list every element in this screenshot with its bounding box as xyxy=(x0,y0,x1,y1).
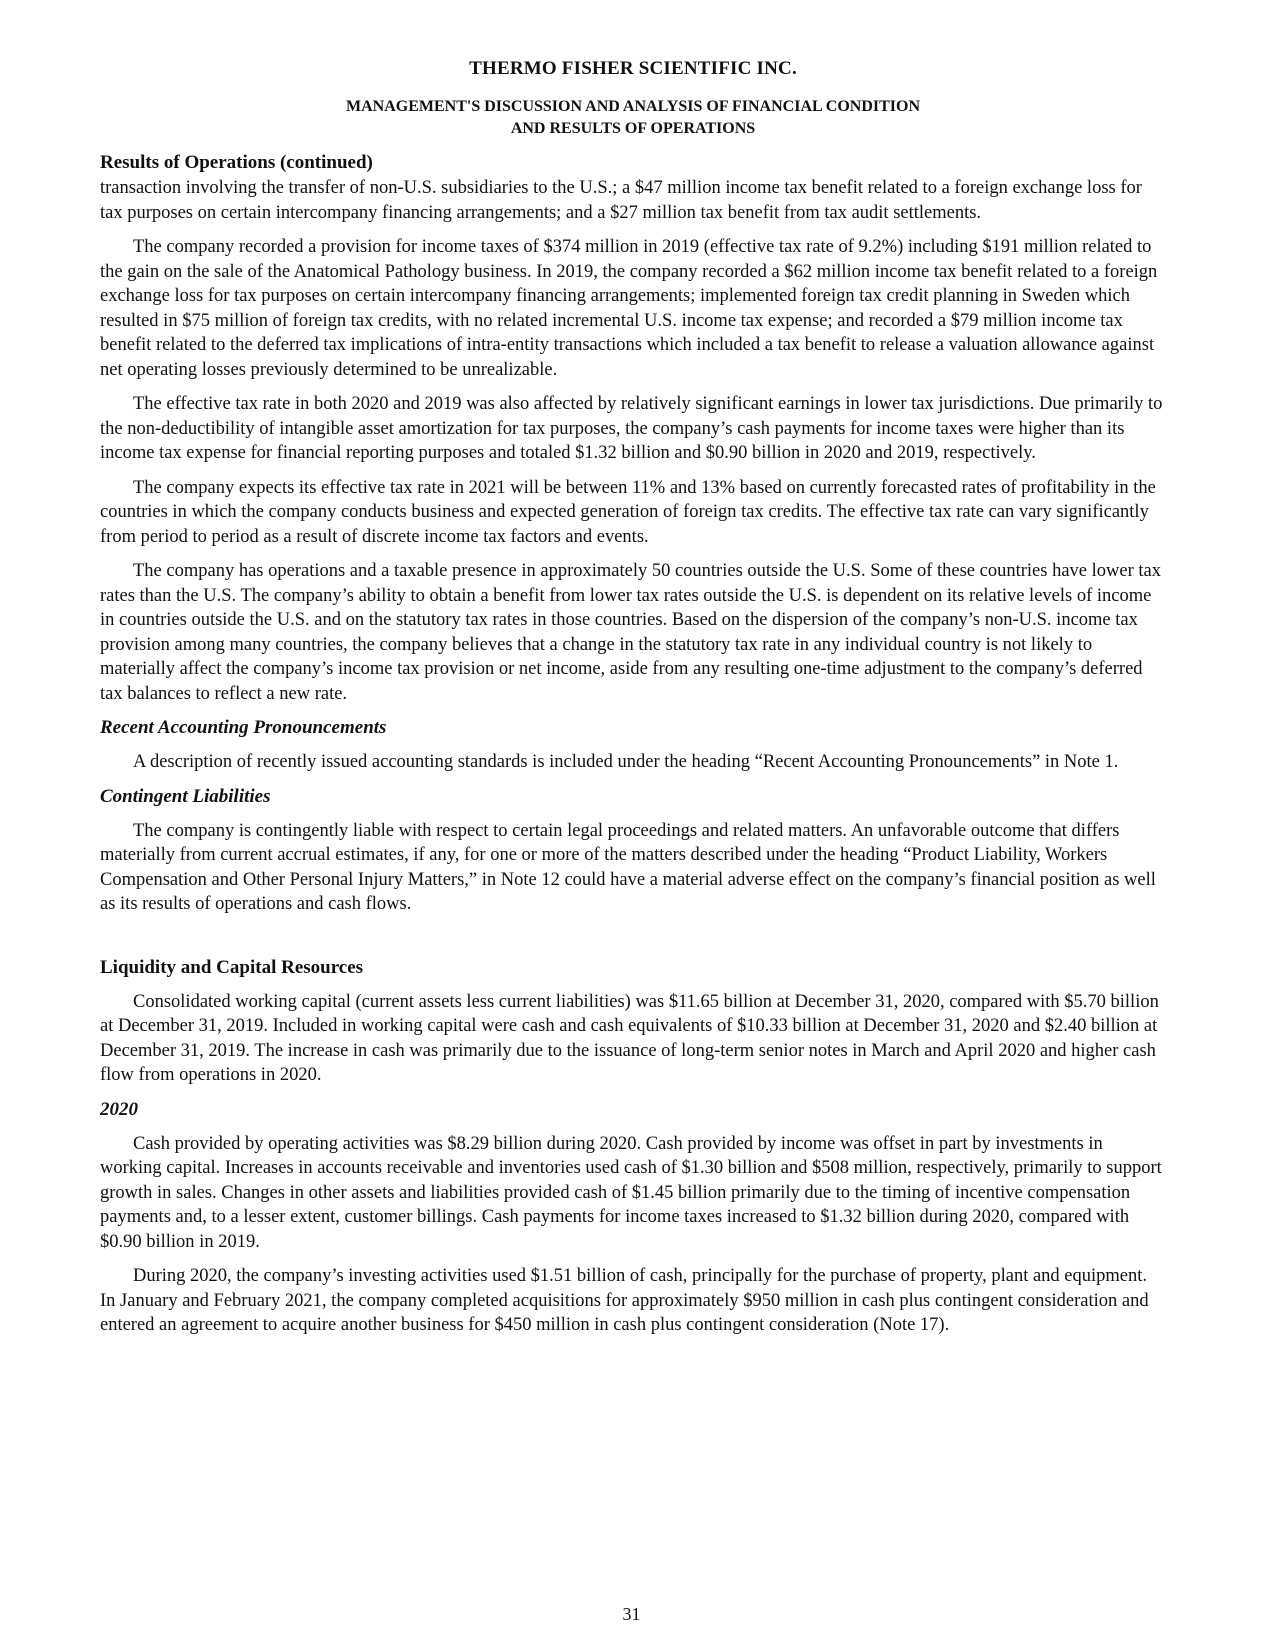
liquidity-paragraph: Consolidated working capital (current assets less current liabilities) was $11.65 billion at December 31, 2020, compared with $5.70 billion at December 31, 2019. Included in working capital were cash and cash equivalents of $10.33 billion at December 31, 2020 and $2.40 billion at December 31, 2019. The increase in cash was primarily due to the issuance of long-term senior notes in March and April 2020 and higher cash flow from operations in 2020. xyxy=(100,991,1159,1085)
results-paragraph-3: The effective tax rate in both 2020 and 2019 was also affected by relatively significant earnings in lower tax jurisdictions. Due primarily to the non-deductibility of intangible asset amortization for tax purposes, the company’s cash payments for income taxes were higher than its income tax expense for financial reporting purposes and totaled $1.32 billion and $0.90 billion in 2020 and 2019, respectively. xyxy=(100,394,1163,463)
document-page xyxy=(100,58,1166,1338)
section-title-line-2: AND RESULTS OF OPERATIONS xyxy=(510,120,756,137)
section-title-line-1: MANAGEMENT'S DISCUSSION AND ANALYSIS OF FINANCIAL CONDITION xyxy=(345,98,921,115)
year-2020-heading: 2020 xyxy=(100,1098,138,1120)
liquidity-heading: Liquidity and Capital Resources xyxy=(100,956,364,978)
recent-accounting-paragraph: A description of recently issued accounting standards is included under the heading “Recent Accounting Pronouncements” in Note 1. xyxy=(133,752,1119,772)
recent-accounting-heading: Recent Accounting Pronouncements xyxy=(100,717,387,738)
contingent-liabilities-paragraph: The company is contingently liable with respect to certain legal proceedings and related matters. An unfavorable outcome that differs materially from current accrual estimates, if any, for one or more of the matters described under the heading “Product Liability, Workers Compensation and Other Personal Injury Matters,” in Note 12 could have a material adverse effect on the company’s financial position as well as its results of operations and cash flows. xyxy=(100,820,1156,914)
year-2020-paragraph-2: During 2020, the company’s investing activities used $1.51 billion of cash, principally for the purchase of property, plant and equipment. In January and February 2021, the company completed acquisitions for approximately $950 million in cash plus contingent consideration and entered an agreement to acquire another business for $450 million in cash plus contingent consideration (Note 17). xyxy=(100,1266,1149,1335)
page-number: 31 xyxy=(622,1604,641,1624)
results-paragraph-4: The company expects its effective tax rate in 2021 will be between 11% and 13% based on currently forecasted rates of profitability in the countries in which the company conducts business and expected generation of foreign tax credits. The effective tax rate can vary significantly from period to period as a result of discrete income tax factors and events. xyxy=(100,477,1156,547)
section-title xyxy=(100,96,1166,140)
results-heading: Results of Operations (continued) xyxy=(100,152,373,173)
contingent-liabilities-heading: Contingent Liabilities xyxy=(100,785,271,807)
results-paragraph-2: The company recorded a provision for income taxes of $374 million in 2019 (effective tax rate of 9.2%) including $191 million related to the gain on the sale of the Anatomical Pathology business. In 2019, the company recorded a $62 million income tax benefit related to a foreign exchange loss for tax purposes on certain intercompany financing arrangements; implemented foreign tax credit planning in Sweden which resulted in $75 million of foreign tax credits, with no related incremental U.S. income tax expense; and recorded a $79 million income tax benefit related to the deferred tax implications of intra-entity transactions which included a tax benefit to release a valuation allowance against net operating losses previously determined to be unrealizable. xyxy=(100,237,1158,380)
company-name: THERMO FISHER SCIENTIFIC INC. xyxy=(469,58,797,79)
year-2020-paragraph-1: Cash provided by operating activities was $8.29 billion during 2020. Cash provided by income was offset in part by investments in working capital. Increases in accounts receivable and inventories used cash of $1.30 billion and $508 million, respectively, primarily to support growth in sales. Changes in other assets and liabilities provided cash of $1.45 billion primarily due to the timing of incentive compensation payments and, to a lesser extent, customer billings. Cash payments for income taxes increased to $1.32 billion during 2020, compared with $0.90 billion in 2019. xyxy=(100,1133,1162,1252)
results-paragraph-5: The company has operations and a taxable presence in approximately 50 countries outside the U.S. Some of these countries have lower tax rates than the U.S. The company’s ability to obtain a benefit from lower tax rates outside the U.S. is dependent on its relative levels of income in countries outside the U.S. and on the statutory tax rates in those countries. Based on the dispersion of the company’s non-U.S. income tax provision among many countries, the company believes that a change in the statutory tax rate in any individual country is not likely to materially affect the company’s income tax provision or net income, aside from any resulting one-time adjustment to the company’s deferred tax balances to reflect a new rate. xyxy=(100,561,1161,704)
results-paragraph-1: transaction involving the transfer of non-U.S. subsidiaries to the U.S.; a $47 million income tax benefit related to a foreign exchange loss for tax purposes on certain intercompany financing arrangements; and a $27 million tax benefit from tax audit settlements. xyxy=(100,178,1142,223)
